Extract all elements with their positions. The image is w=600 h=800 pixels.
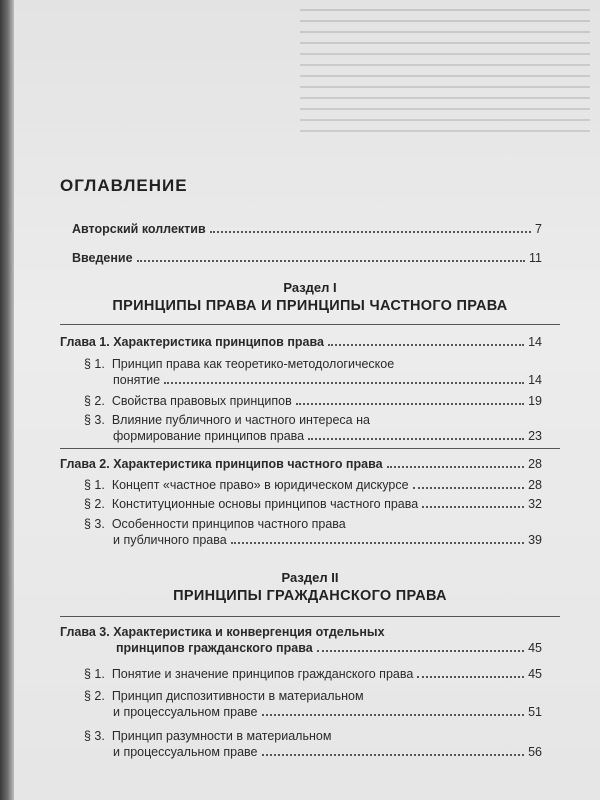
toc-chapter[interactable]: Глава 1. Характеристика принципов права 14 xyxy=(60,335,542,349)
divider xyxy=(60,616,560,617)
section-label: Раздел I xyxy=(283,280,337,295)
section-label: Раздел II xyxy=(281,570,339,585)
toc-paragraph[interactable]: § 2. Свойства правовых принципов 19 xyxy=(84,394,542,408)
toc-paragraph[interactable]: § 3. Особенности принципов частного права и публичного права 39 xyxy=(84,517,542,547)
toc-paragraph[interactable]: § 1. Концепт «частное право» в юридическом дискурсе 28 xyxy=(84,478,542,492)
divider xyxy=(60,324,560,325)
section-name: ПРИНЦИПЫ ПРАВА И ПРИНЦИПЫ ЧАСТНОГО ПРАВА xyxy=(112,298,508,314)
toc-paragraph[interactable]: § 3. Влияние публичного и частного интереса на формирование принципов права 23 xyxy=(84,413,542,443)
toc-chapter[interactable]: Глава 3. Характеристика и конвергенция отдельных принципов гражданского права 45 xyxy=(60,625,542,655)
toc-title: ОГЛАВЛЕНИЕ xyxy=(60,176,188,195)
toc-entry-authors[interactable]: Авторский коллектив 7 xyxy=(72,222,542,236)
section-name: ПРИНЦИПЫ ГРАЖДАНСКОГО ПРАВА xyxy=(173,588,447,604)
toc-paragraph[interactable]: § 2. Конституционные основы принципов частного права 32 xyxy=(84,497,542,511)
divider xyxy=(60,448,560,449)
book-spine-shadow xyxy=(0,0,14,800)
section-heading xyxy=(80,570,540,604)
show-through-text xyxy=(260,0,600,150)
toc-chapter[interactable]: Глава 2. Характеристика принципов частного права 28 xyxy=(60,457,542,471)
toc-paragraph[interactable]: § 3. Принцип разумности в материальном и процессуальном праве 56 xyxy=(84,729,542,759)
toc-paragraph[interactable]: § 2. Принцип диспозитивности в материальном и процессуальном праве 51 xyxy=(84,689,542,719)
toc-paragraph[interactable]: § 1. Понятие и значение принципов гражданского права 45 xyxy=(84,667,542,681)
toc-entry-introduction[interactable]: Введение 11 xyxy=(72,251,542,265)
toc-paragraph[interactable]: § 1. Принцип права как теоретико-методологическое понятие 14 xyxy=(84,357,542,387)
section-heading xyxy=(80,280,540,314)
